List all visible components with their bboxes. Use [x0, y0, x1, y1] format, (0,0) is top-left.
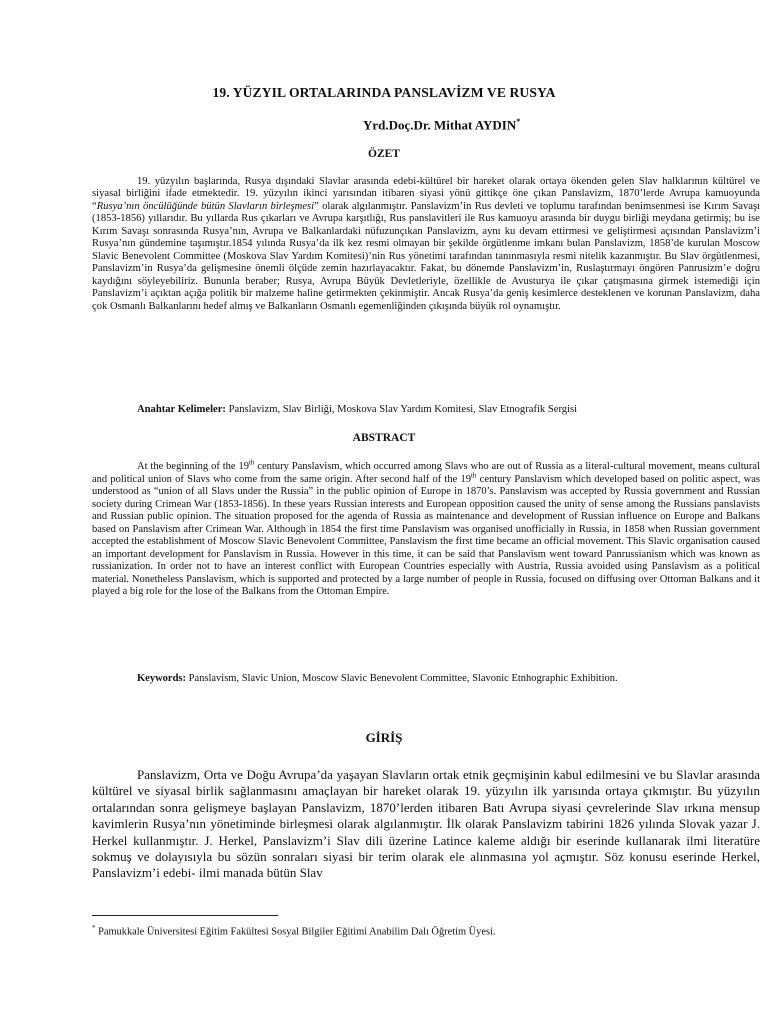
- abstract-text-part2: century Panslavism, which occurred among Slavs who are out of Russia as a literal-cultural movement, means cultural and political union of Slavs who come from the same origin. After second half of the 19: [92, 461, 760, 485]
- giris-paragraph: Panslavizm, Orta ve Doğu Avrupa’da yaşayan Slavların ortak etnik geçmişinin kabul edilmesini ve bu Slavlar arasında kültürel ve siyasal birlik sağlanmasını amaçlayan bir hareket olarak 19. yüzyılın ilk yarısında ortaya çıkmıştır. Bu yüzyılın ortalarından sonra gelişmeye başlayan Panslavizm, 1870’lerden itibaren Batı Avrupa siyasi çevrelerinde Slav ırkına mensup kavimlerin Rusya’nın yönetiminde birleşmesi olarak algılanmıştır. İlk olarak Panslavizm tabirini 1826 yılında Slovak yazar J. Herkel kullanmıştır. J. Herkel, Panslavizm’i Slav dili üzerine Latince kaleme aldığı bir eserinde kullanarak ilmi literatüre sokmuş ve dolayısıyla bu sözün sonraları siyasi bir terim olarak ele alınmasına yol açmıştır. Söz konusu eserinde Herkel, Panslavizm’i edebi- ilmi manada bütün Slav: [92, 767, 760, 881]
- ozet-keywords-list: Panslavizm, Slav Birliği, Moskova Slav Yardım Komitesi, Slav Etnografik Sergisi: [225, 404, 578, 415]
- ozet-text-part1: 19. yüzyılın başlarında, Rusya dışındaki Slavlar arasında edebi-kültürel bir hareket olarak ortaya ökenden gelen Slav halklarının kültürel ve siyasal birliğini ifade etmektedir. 19. yüzyılın ikinci yarısından itibaren siyasi yönü gittikçe öne çıkan Panslavizm, 1870’lerde Avrupa kamuoyunda “: [92, 176, 760, 212]
- abstract-text-part1: At the beginning of the 19: [137, 461, 249, 472]
- giris-heading: GİRİŞ: [365, 730, 403, 745]
- ozet-heading: ÖZET: [368, 148, 400, 160]
- abstract-paragraph: [92, 458, 760, 599]
- footnote-divider: [92, 915, 278, 916]
- abstract-sup1: th: [248, 458, 255, 467]
- footnote-text: Pamukkale Üniversitesi Eğitim Fakültesi Sosyal Bilgiler Eğitimi Anabilim Dalı Öğretim Üyesi.: [95, 926, 496, 938]
- abstract-text-part3: century Panslavism which developed based on politic aspect, was understood as “union of all Slavs under the Russia” in the public opinion of Europe in 1870’s. Panslavism was accepted by Russia government and Russian society during Crimean War (1853-1856). In these years Russian interests and European opposition caused the unity of sense among the Russians panslavists and Russian public opinion. The situation proposed for the agenda of Russia as maintenance and development of Russian influence on Europe and Balkans based on Panslavism after Crimean War. Although in 1854 the first time Panslavism was organised unofficially in Russia, in 1858 when Russian government accepted the establishment of Moscow Slavic Benevolent Committee, Panslavism the first time became an official movement. This Slavic organisation caused an important development for Panslavism in Russia. However in this time, it can be said that Panslavism went toward Panrussianism which was known as russianization. In order not to have an interest conflict with European Countries especially with Austria, Russia avoided using Panslavism as a political material. Nonetheless Panslavism, which is supported and protected by a large number of people in Russia, focused on diffusing over Ottoman Balkans and it played a big role for the lose of the Balkans from the Ottoman Empire.: [92, 473, 760, 597]
- abstract-sup2: th: [470, 471, 477, 479]
- abstract-keywords-label: Keywords:: [137, 673, 186, 684]
- author-name: Yrd.Doç.Dr. Mithat AYDIN: [363, 117, 517, 133]
- ozet-quote: Rusya’nın öncülüğünde bütün Slavların birleşmesi: [96, 200, 315, 212]
- ozet-text-part2: ” olarak algılanmıştır. Panslavizm’in Rus devleti ve toplumu tarafından benimsenmesi ise Kırım Savaşı (1853-1856) yıllarıdır. Bu yıllarda Rus çıkarları ve Avrupa karşıtlığı, Rus panslavitleri ile Rus kamuoyu arasında bir duygu birliği meydana getirmiş; bu ise Kırım Savaşı sonrasında Rusya’nın, Avrupa ve Balkanlardaki nüfuzunçıkan Panslavizm, aynı ku devam ettirmesi ve geliştirmesi açısından Panslavizm’i Rusya’nın gündemine taşımıştır.1854 yılında Rusya’da ilk kez resmi olmayan bir şekilde örgütlenme imkanı bulan Panslavizm, 1858’de kurulan Moscow Slavic Benevolent Committee (Moskova Slav Yardım Komitesi)’nin Rus yönetimi tarafından tanınmasıyla resmi nitelik kazanmıştır. Bu Slav örgütlenmesi, Panslavizm’in Rusya’da gelişmesine önemli ölçüde zemin hazırlayacaktır. Fakat, bu dönemde Panslavizm’in, Ruslaştırmayı öngören Panrusizm’e doğru kaydığını söyleyebiliriz. Bununla beraber; Rusya, Avrupa Büyük Devletleriyle, özellikle de Avusturya ile çıkar çatışmasına girmek istemediği için Panslavizm’i açıktan açığa politik bir malzeme haline getirmekten çekinmiştir. Ancak Rusya’da geniş kesimlerce desteklenen ve korunan Panslavizm, daha çok Osmanlı Balkanlarını hedef almış ve Balkanların Osmanlı egemenliğinden çıkışında büyük rol oynamıştır.: [92, 200, 761, 312]
- paper-title: 19. YÜZYIL ORTALARINDA PANSLAVİZM VE RUSYA: [212, 85, 556, 100]
- footnote-mark: *: [92, 924, 96, 932]
- author-footnote-mark: *: [516, 117, 521, 126]
- footnote: [92, 922, 760, 938]
- abstract-keywords: [92, 673, 760, 686]
- abstract-heading: ABSTRACT: [352, 432, 416, 444]
- ozet-keywords: [137, 404, 768, 416]
- ozet-paragraph: [92, 176, 760, 313]
- ozet-keywords-label: Anahtar Kelimeler:: [137, 404, 226, 415]
- author-line: [363, 117, 520, 133]
- abstract-keywords-list: Panslavism, Slavic Union, Moscow Slavic Benevolent Committee, Slavonic Etnhographic Exhibition.: [186, 673, 618, 684]
